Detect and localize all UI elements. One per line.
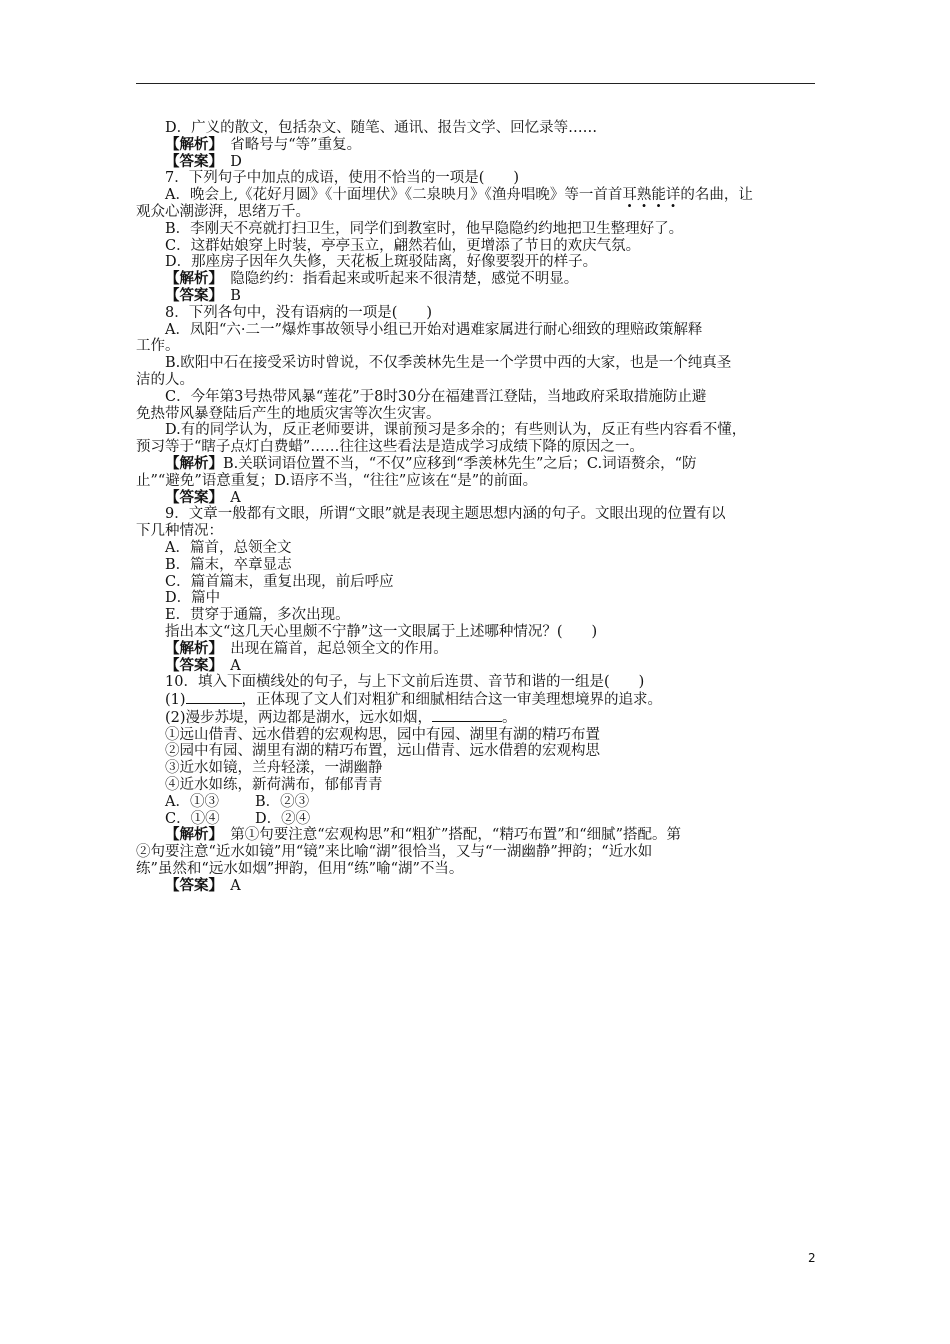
answer-label: 【答案】: [165, 488, 216, 506]
q10-stem: 10．填入下面横线处的句子，与上下文前后连贯、音节和谐的一组是( ): [165, 674, 645, 691]
q8-answer: 【答案】 A: [165, 488, 241, 506]
option-d: D．广义的散文，包括杂文、随笔、通讯、报告文学、回忆录等……: [165, 120, 598, 136]
q8-analysis: 【解析】B.关联词语位置不当，“不仅”应移到“季羡林先生”之后；C.词语赘余，“防: [165, 454, 697, 472]
q9-analysis: 【解析】 出现在篇首，起总领全文的作用。: [165, 639, 448, 657]
q8-stem: 8．下列各句中，没有语病的一项是( ): [165, 304, 433, 321]
q9-option-a: A．篇首，总领全文: [165, 539, 292, 556]
q9-option-e: E．贯穿于通篇，多次出现。: [165, 607, 350, 624]
q7-option-c: C．这群姑娘穿上时装，亭亭玉立，翩然若仙，更增添了节日的欢庆气氛。: [165, 237, 641, 254]
q10-item-2: ②园中有园、湖里有湖的精巧布置，远山借青、远水借碧的宏观构思: [165, 743, 600, 760]
q10-options-ab: A．①③ B．②③: [165, 793, 310, 810]
document-body: [136, 120, 816, 895]
page-number: 2: [808, 1251, 816, 1265]
dotted-char: 能: [651, 187, 666, 204]
analysis-label: 【解析】: [165, 454, 223, 472]
q10-sentence-2: (2)漫步苏堤，两边都是湖水，远水如烟， 。: [165, 709, 517, 726]
q7-option-b: B．李刚天不亮就打扫卫生，同学们到教室时，他早隐隐约约地把卫生整理好了。: [165, 220, 684, 237]
q10-item-3: ③近水如镜，兰舟轻漾，一湖幽静: [165, 760, 383, 777]
q10-analysis-cont: ②句要注意“近水如镜”用“镜”来比喻“湖”很恰当，又与“一湖幽静”押韵；“近水如: [136, 844, 653, 861]
q7-option-d: D．那座房子因年久失修，天花板上斑驳陆离，好像要裂开的样子。: [165, 254, 598, 271]
q10-analysis-cont: 练”虽然和“远水如烟”押韵，但用“练”喻“湖”不当。: [136, 861, 464, 878]
q10-analysis: 【解析】 第①句要注意“宏观构思”和“粗犷”搭配，“精巧布置”和“细腻”搭配。第: [165, 826, 682, 844]
q9-stem: 9．文章一般都有文眼，所谓“文眼”就是表现主题思想内涵的句子。文眼出现的位置有以: [165, 506, 726, 523]
q9-option-d: D．篇中: [165, 590, 221, 607]
q8-option-c-cont: 免热带风暴登陆后产生的地质灾害等次生灾害。: [136, 405, 441, 422]
dotted-char: 耳: [622, 187, 637, 204]
answer-label: 【答案】: [165, 876, 216, 894]
header-rule: [136, 83, 815, 84]
q9-stem-cont: 下几种情况：: [136, 523, 223, 540]
q10-item-1: ①远山借青、远水借碧的宏观构思，园中有园、湖里有湖的精巧布置: [165, 726, 600, 743]
q7-option-a: A．晚会上,《花好月圆》《十面埋伏》《二泉映月》《渔舟唱晚》等一首首耳熟能详的名曲，让: [165, 187, 753, 204]
q8-option-a-cont: 工作。: [136, 338, 180, 355]
q9-option-b: B．篇末，卒章显志: [165, 556, 292, 573]
q7-analysis: 【解析】 隐隐约约：指看起来或听起来不很清楚，感觉不明显。: [165, 270, 579, 288]
analysis-label: 【解析】: [165, 270, 216, 288]
q7-stem: 7．下列句子中加点的成语，使用不恰当的一项是( ): [165, 170, 520, 187]
fill-blank: [432, 709, 502, 722]
q9-option-c: C．篇首篇末，重复出现，前后呼应: [165, 573, 394, 590]
q9-question: 指出本文“这几天心里颇不宁静”这一文眼属于上述哪种情况？( ): [165, 623, 598, 640]
analysis-label: 【解析】: [165, 826, 216, 844]
answer-label: 【答案】: [165, 656, 216, 674]
q8-option-d-cont: 预习等于“瞎子点灯白费蜡”……往往这些看法是造成学习成绩下降的原因之一。: [136, 439, 644, 456]
q6-analysis: 【解析】 省略号与“等”重复。: [165, 135, 362, 153]
q8-option-a: A．凤阳“六·二一”爆炸事故领导小组已开始对遇难家属进行耐心细致的理赔政策解释: [165, 321, 703, 338]
q7-option-a-cont: 观众心潮澎湃，思绪万千。: [136, 203, 310, 220]
q8-option-d: D.有的同学认为，反正老师要讲，课前预习是多余的；有些则认为，反正有些内容看不懂，: [165, 422, 747, 439]
q10-sentence-1: (1) ，正体现了文人们对粗犷和细腻相结合这一审美理想境界的追求。: [165, 692, 663, 709]
dotted-char: 详: [665, 187, 681, 204]
q10-answer: 【答案】 A: [165, 876, 241, 894]
q8-option-b: B.欧阳中石在接受采访时曾说，不仅季羡林先生是一个学贯中西的大家，也是一个纯真圣: [165, 355, 732, 372]
fill-blank: [186, 691, 242, 704]
analysis-label: 【解析】: [165, 135, 216, 153]
answer-label: 【答案】: [165, 286, 216, 304]
q8-option-b-cont: 洁的人。: [136, 371, 194, 388]
analysis-label: 【解析】: [165, 639, 216, 657]
q8-analysis-cont: 止”“避免”语意重复；D.语序不当，“往往”应该在“是”的前面。: [136, 472, 538, 489]
q6-answer: 【答案】 D: [165, 152, 242, 170]
q10-item-4: ④近水如练，新荷满布，郁郁青青: [165, 777, 383, 794]
q8-option-c: C．今年第3号热带风暴“莲花”于8时30分在福建晋江登陆，当地政府采取措施防止避: [165, 388, 707, 405]
q9-answer: 【答案】 A: [165, 656, 241, 674]
dotted-char: 熟: [636, 187, 652, 204]
q10-options-cd: C．①④ D．②④: [165, 810, 311, 827]
q7-answer: 【答案】 B: [165, 286, 241, 304]
answer-label: 【答案】: [165, 152, 216, 170]
